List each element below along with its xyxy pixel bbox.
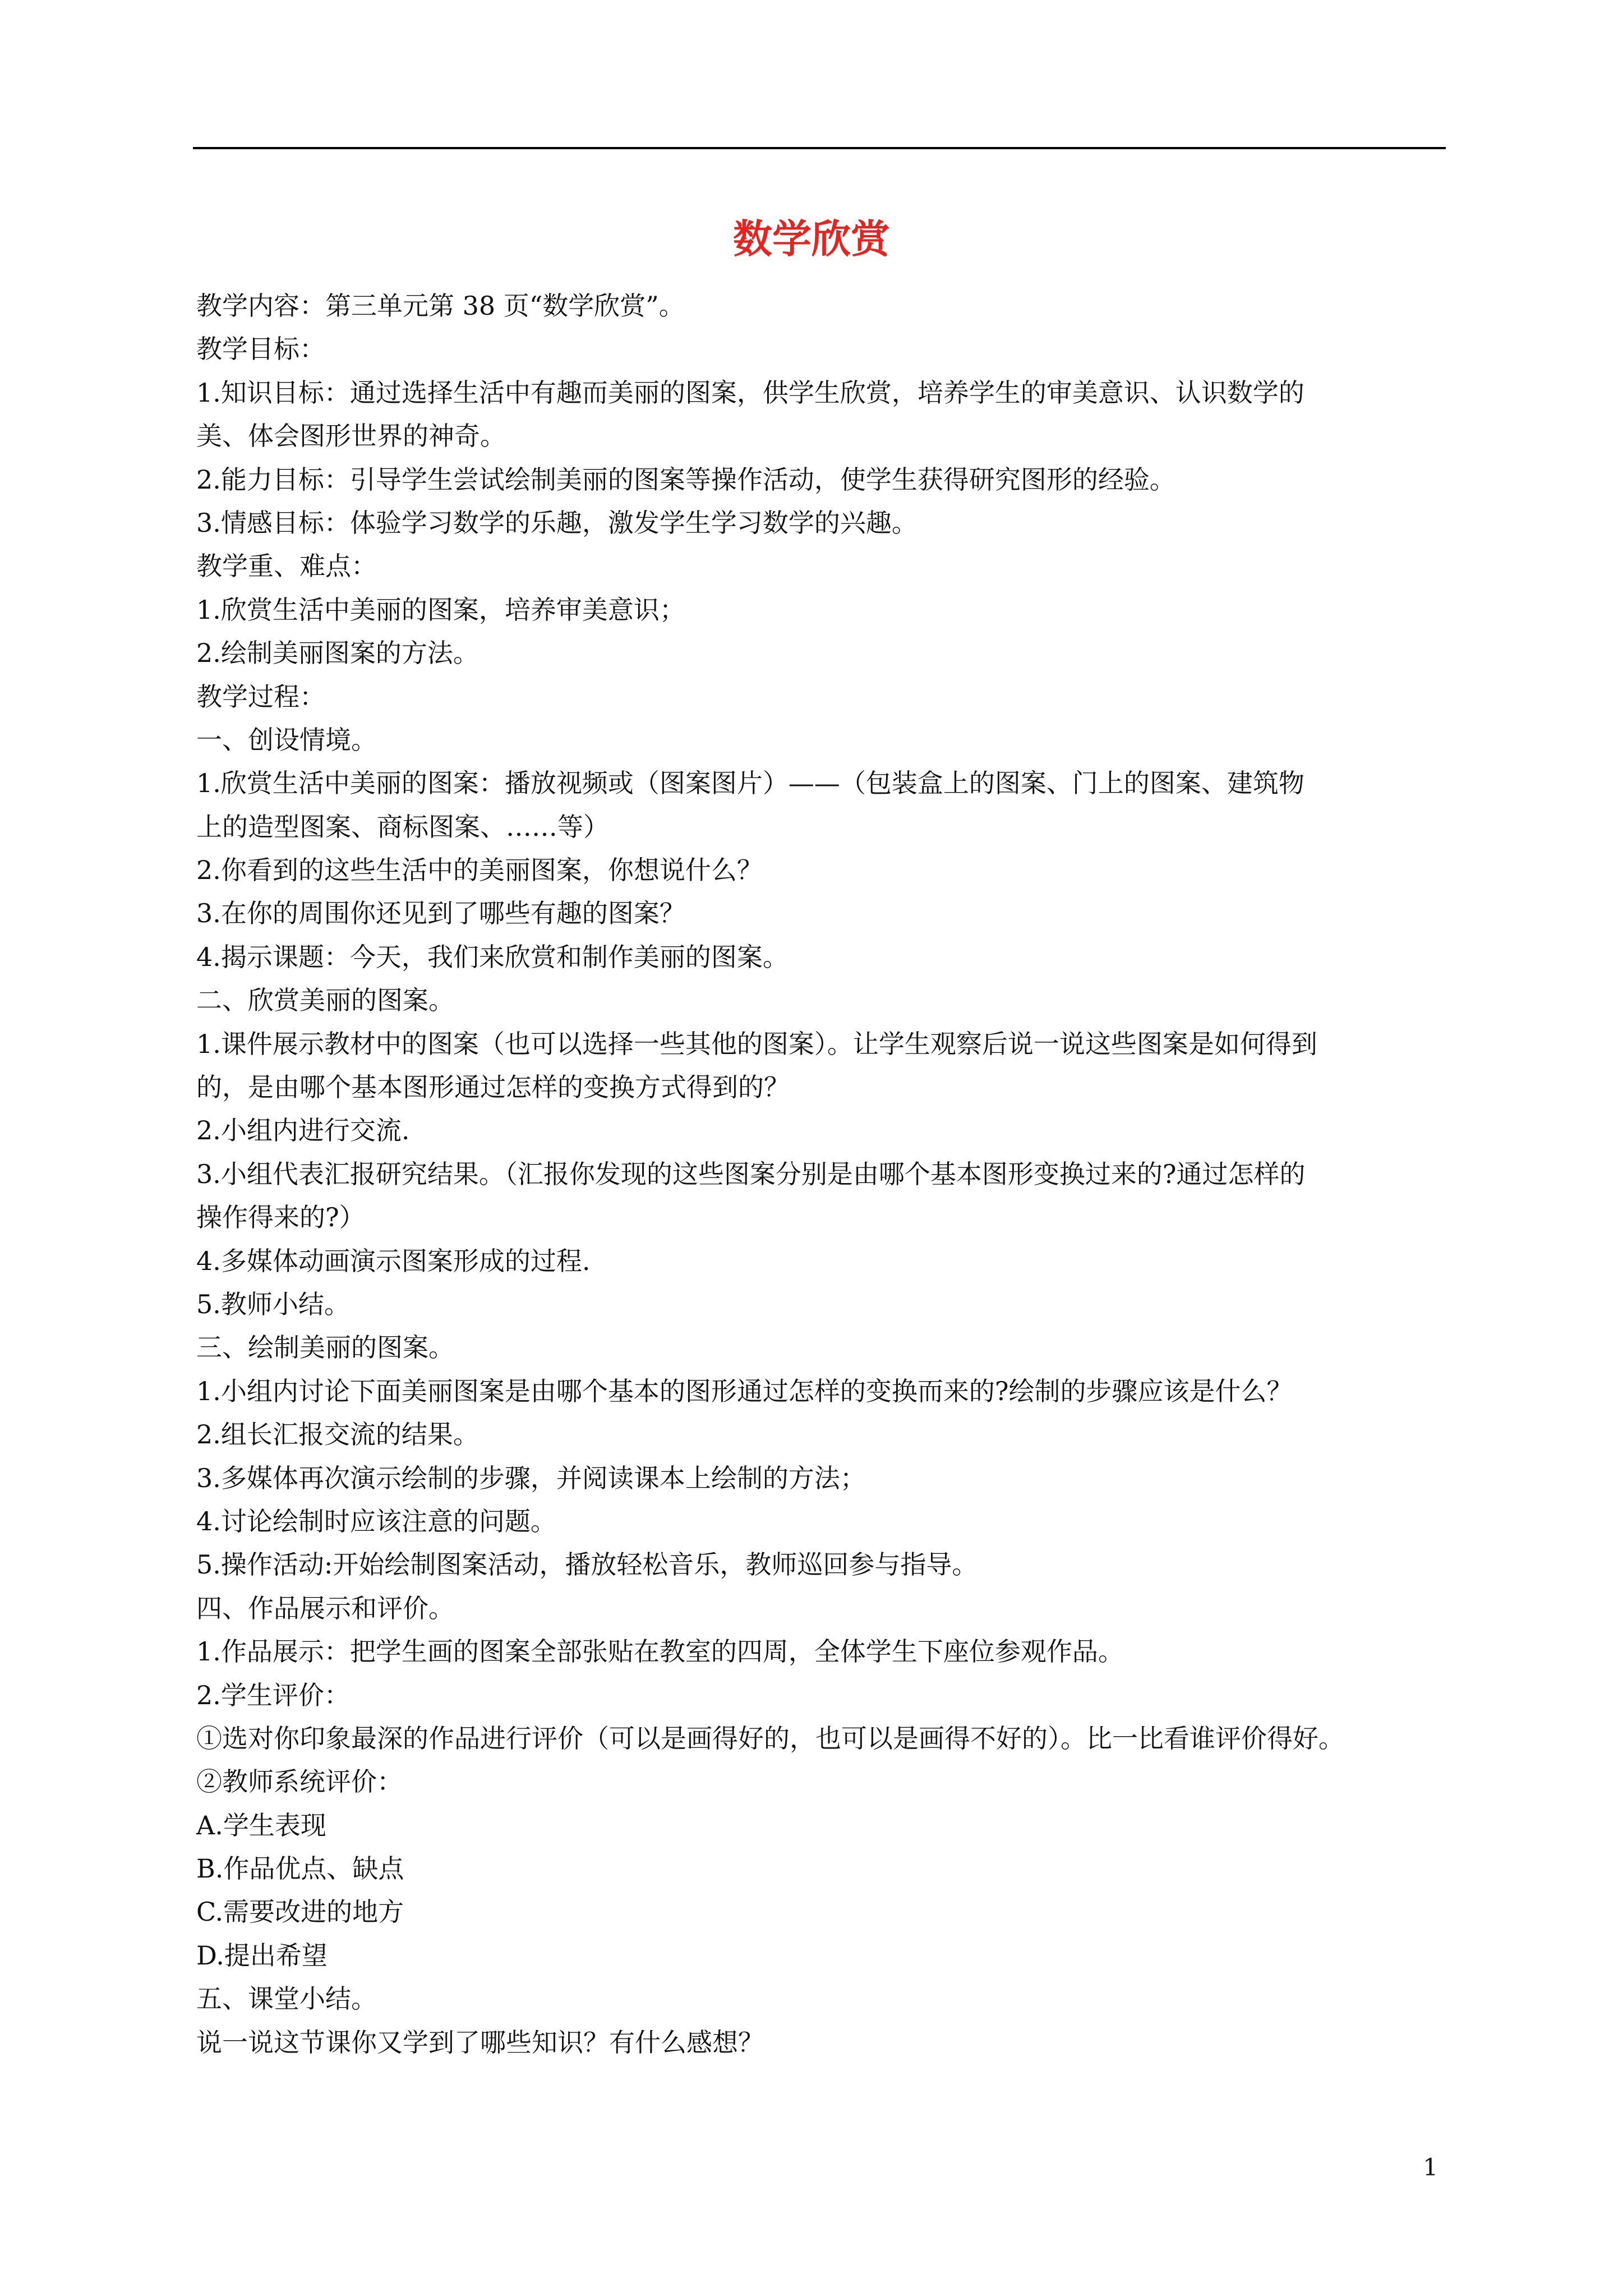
text-line: 二、欣赏美丽的图案。 bbox=[196, 985, 454, 1016]
text-line: 四、作品展示和评价。 bbox=[196, 1593, 454, 1623]
text-line: 美、体会图形世界的神奇。 bbox=[196, 421, 506, 452]
text-line: C.需要改进的地方 bbox=[196, 1897, 404, 1927]
text-line: 1.作品展示：把学生画的图案全部张贴在教室的四周，全体学生下座位参观作品。 bbox=[196, 1636, 1124, 1667]
text-line: 2.组长汇报交流的结果。 bbox=[196, 1419, 479, 1450]
text-line: 三、绘制美丽的图案。 bbox=[196, 1332, 454, 1363]
text-line: 一、创设情境。 bbox=[196, 724, 377, 755]
text-line: 4.揭示课题：今天，我们来欣赏和制作美丽的图案。 bbox=[196, 941, 789, 972]
text-line: 5.操作活动:开始绘制图案活动，播放轻松音乐，教师巡回参与指导。 bbox=[196, 1549, 978, 1580]
text-line: 教学过程： bbox=[196, 681, 325, 712]
text-line: 教学目标： bbox=[196, 334, 325, 365]
text-line: 4.讨论绘制时应该注意的问题。 bbox=[196, 1506, 556, 1536]
text-line: 5.教师小结。 bbox=[196, 1289, 350, 1319]
text-line: 2.能力目标：引导学生尝试绘制美丽的图案等操作活动，使学生获得研究图形的经验。 bbox=[196, 464, 1175, 495]
text-line: 3.小组代表汇报研究结果。（汇报你发现的这些图案分别是由哪个基本图形变换过来的?通过怎样的 bbox=[196, 1158, 1306, 1189]
text-line: A.学生表现 bbox=[196, 1810, 326, 1841]
text-line: 4.多媒体动画演示图案形成的过程. bbox=[196, 1245, 591, 1276]
document-body bbox=[196, 284, 1453, 2064]
text-line: D.提出希望 bbox=[196, 1940, 328, 1971]
text-line: ①选对你印象最深的作品进行评价（可以是画得好的，也可以是画得不好的）。比一比看谁评价得好。 bbox=[196, 1723, 1344, 1754]
header-rule bbox=[193, 147, 1446, 149]
text-line: ②教师系统评价： bbox=[196, 1766, 403, 1797]
document-title: 数学欣赏 bbox=[733, 216, 890, 262]
text-line: 3.情感目标：体验学习数学的乐趣，激发学生学习数学的兴趣。 bbox=[196, 507, 917, 538]
text-line: 1.欣赏生活中美丽的图案：播放视频或（图案图片）——（包装盒上的图案、门上的图案、建筑物 bbox=[196, 768, 1304, 799]
text-line: 2.绘制美丽图案的方法。 bbox=[196, 638, 479, 669]
text-line: 教学内容：第三单元第 38 页“数学欣赏”。 bbox=[196, 291, 685, 321]
text-line: 1.小组内讨论下面美丽图案是由哪个基本的图形通过怎样的变换而来的?绘制的步骤应该是什么？ bbox=[196, 1375, 1293, 1406]
text-line: 3.多媒体再次演示绘制的步骤，并阅读课本上绘制的方法； bbox=[196, 1462, 866, 1493]
text-line: 教学重、难点： bbox=[196, 551, 377, 582]
text-line: 2.学生评价： bbox=[196, 1680, 350, 1710]
text-line: 1.课件展示教材中的图案（也可以选择一些其他的图案）。让学生观察后说一说这些图案是如何得到 bbox=[196, 1028, 1317, 1059]
text-line: 的，是由哪个基本图形通过怎样的变换方式得到的？ bbox=[196, 1072, 790, 1103]
text-line: 上的造型图案、商标图案、……等） bbox=[196, 811, 609, 842]
text-line: 2.小组内进行交流. bbox=[196, 1115, 410, 1146]
text-line: 说一说这节课你又学到了哪些知识？有什么感想？ bbox=[196, 2027, 764, 2058]
text-line: 2.你看到的这些生活中的美丽图案，你想说什么？ bbox=[196, 855, 763, 886]
text-line: 3.在你的周围你还见到了哪些有趣的图案？ bbox=[196, 898, 685, 929]
text-line: B.作品优点、缺点 bbox=[196, 1853, 404, 1884]
text-line: 1.知识目标：通过选择生活中有趣而美丽的图案，供学生欣赏，培养学生的审美意识、认识数学的 bbox=[196, 377, 1304, 408]
page-number: 1 bbox=[1423, 2154, 1438, 2181]
text-line: 1.欣赏生活中美丽的图案，培养审美意识； bbox=[196, 594, 685, 625]
text-line: 五、课堂小结。 bbox=[196, 1984, 377, 2014]
text-line: 操作得来的?） bbox=[196, 1202, 365, 1233]
